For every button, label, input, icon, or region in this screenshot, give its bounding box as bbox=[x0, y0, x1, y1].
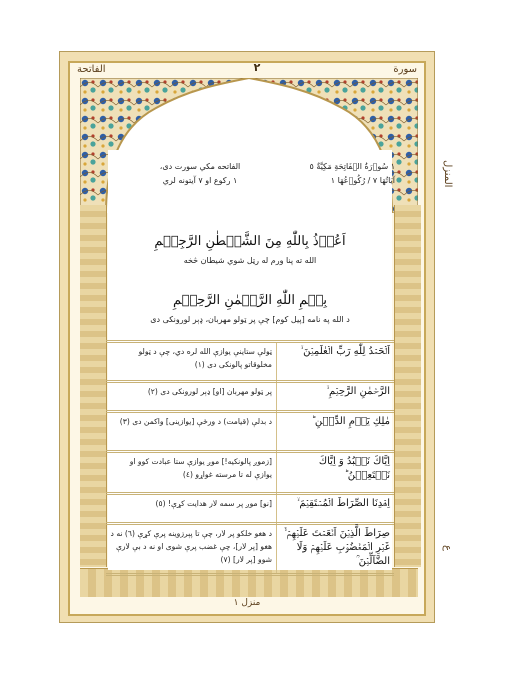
basmala-translation: د الله په نامه [پيل كوم] چې پر ټولو مهربان، ډېر لورونكى دى bbox=[150, 315, 350, 324]
page-number: ٢ bbox=[253, 61, 261, 74]
manzil-footer-label: منزل ١ bbox=[233, 598, 261, 608]
verse-arabic: اَلۡحَمۡدُ لِلّٰهِ رَبِّ الۡعٰلَمِيۡنَ ۙ bbox=[276, 343, 394, 383]
verse-arabic: الرَّحۡمٰنِ الرَّحِيۡمِ ۙ bbox=[276, 383, 394, 413]
left-border-ornament bbox=[80, 205, 107, 567]
verse-row bbox=[106, 410, 394, 453]
ruku-margin-label: ع bbox=[442, 545, 453, 551]
manzil-margin-label: المنزل bbox=[442, 160, 453, 188]
taawwudh-translation: الله ته پنا ورم له رټل شوي شيطان څخه bbox=[183, 256, 317, 265]
verse-translation: [نو] موږ پر سمه لار هدايت كړې! (٥) bbox=[155, 499, 272, 508]
basmala-arabic: بِسۡمِ اللّٰهِ الرَّحۡمٰنِ الرَّحِيۡمِ bbox=[173, 293, 327, 308]
surah-name-label: الفاتحة bbox=[77, 63, 106, 75]
verse-arabic: اِهۡدِنَا الصِّرَاطَ الۡمُسۡتَقِيۡمَ ۙ bbox=[276, 495, 394, 525]
verse-translation: د هغو خلكو پر لار، چې تا پېرزوينه پرې كړې (٦) نه د هغو [پر لار]، چې غضب پرې شوى او نه د بې لارې شوو [پر لار] (٧) bbox=[110, 529, 272, 564]
page-footer bbox=[69, 598, 425, 614]
surah-info-pashto-line1: الفاتحه مكي سورت دى، bbox=[159, 162, 241, 171]
surah-info-arabic-line2: آيَاتُهَا ٧ / رُكُوۡعُهَا ١ bbox=[330, 176, 395, 185]
surah-info-arabic bbox=[255, 160, 395, 188]
verse-arabic: اِيَّاكَ نَعۡبُدُ وَ اِيَّاكَ نَسۡتَعِيۡنُ ؕ bbox=[276, 453, 394, 495]
verse-row bbox=[106, 450, 394, 495]
right-border-ornament bbox=[394, 205, 421, 567]
verse-arabic: مٰلِكِ يَوۡمِ الدِّيۡنِ ؕ bbox=[276, 413, 394, 453]
verse-translation: [زموږ پالونكيه!] موږ يوازې ستا عبادت كوو او يوازې له تا مرسته غواړو (٤) bbox=[129, 457, 272, 479]
verse-translation: پر ټولو مهربان [او] ډېر لورونكى دى (٢) bbox=[147, 387, 272, 396]
surah-info-pashto bbox=[140, 160, 260, 188]
verse-row bbox=[106, 522, 394, 576]
surah-info-arabic-line1: ١ سُوۡرَةُ الۡفَاتِحَةِ مَكِيَّةٌ ٥ bbox=[309, 162, 395, 171]
verse-row bbox=[106, 340, 394, 383]
surah-info-pashto-line2: ١ ركوع او ٧ آيتونه لري bbox=[162, 176, 238, 185]
taawwudh-arabic: اَعُوۡذُ بِاللّٰهِ مِنَ الشَّيۡطٰنِ الرَّجِيۡمِ bbox=[154, 234, 346, 249]
verse-row bbox=[106, 380, 394, 413]
surah-label: سورة bbox=[393, 63, 417, 75]
verse-row bbox=[106, 492, 394, 525]
verse-translation: ټولې ستاينې يوازې الله لره دي، چې د ټولو مخلوقاتو پالونكى دى (١) bbox=[138, 347, 272, 369]
verse-arabic: صِرَاطَ الَّذِيۡنَ اَنۡعَمۡتَ عَلَيۡهِمۡ ۙ۬ غَيۡرِ الۡمَغۡضُوۡبِ عَلَيۡهِمۡ وَلَا الضَّآلِّيۡنَ ؒ bbox=[276, 525, 394, 573]
verse-translation: د بدلې (قيامت) د ورځې [يوازينى] واكمن دى (٣) bbox=[119, 417, 272, 426]
